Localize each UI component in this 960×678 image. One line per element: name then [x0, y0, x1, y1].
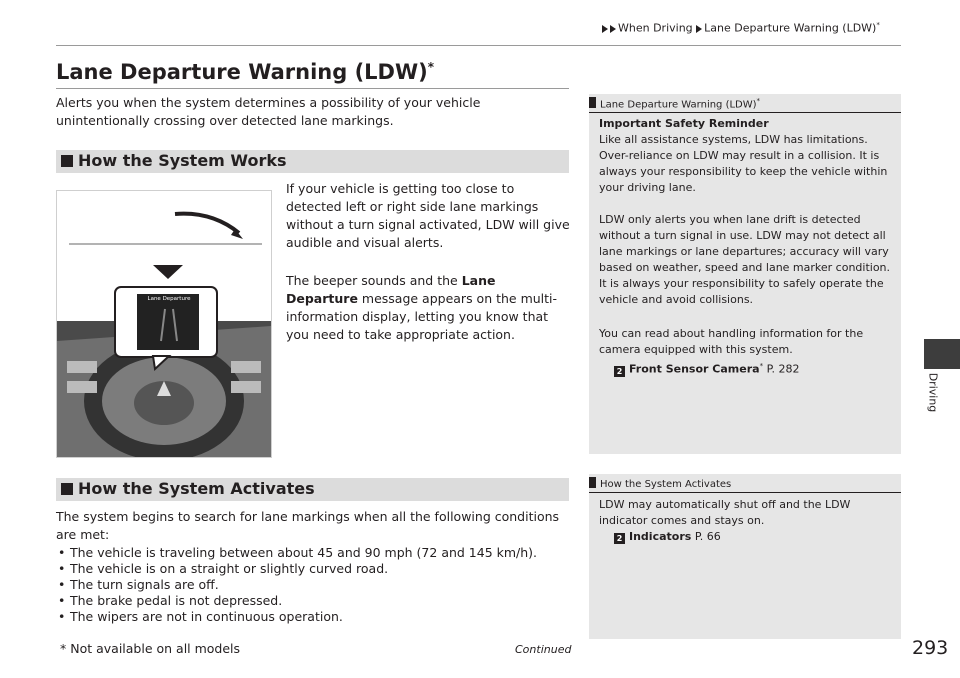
- indicators-link[interactable]: 2 Indicators P. 66: [614, 529, 721, 545]
- side-tab-label: Driving: [926, 372, 940, 413]
- breadcrumb: [602, 21, 880, 35]
- list-item: • The wipers are not in continuous operation.: [56, 609, 571, 625]
- page-number: 293: [912, 637, 949, 659]
- asterisk-mark: *: [876, 21, 880, 29]
- list-item: • The turn signals are off.: [56, 577, 571, 593]
- asterisk-mark: *: [756, 97, 761, 105]
- asterisk-mark: *: [759, 362, 764, 370]
- list-item: • The vehicle is traveling between about 45 and 90 mph (72 and 145 km/h).: [56, 545, 571, 561]
- safety-reminder-title: Important Safety Reminder: [599, 117, 769, 130]
- header-rule: [56, 45, 901, 46]
- breadcrumb-triangle-icon: [696, 25, 702, 33]
- list-item: • The brake pedal is not depressed.: [56, 593, 571, 609]
- breadcrumb-triangle-icon: [610, 25, 616, 33]
- section-square-icon: [61, 155, 73, 167]
- dashboard-illustration: [56, 190, 272, 458]
- sidebar2-text: LDW may automatically shut off and the LDW indicator comes and stays on.: [599, 498, 851, 527]
- works-para2: The beeper sounds and the Lane Departure message appears on the multi-information display, letting you know that you need to take appropriate action.: [286, 273, 558, 342]
- intro-text: Alerts you when the system determines a possibility of your vehicle unintentionally crossing over detected lane markings.: [56, 95, 481, 128]
- works-para1: If your vehicle is getting too close to detected left or right side lane markings without a turn signal activated, LDW will give audible and visual alerts.: [286, 181, 570, 250]
- sidebar-para2: LDW only alerts you when lane drift is detected without a turn signal in use. LDW may not detect all lane markings or lane departures; accuracy will vary based on weather, speed and lane marker condition. It is always your responsibility to safely operate the vehicle and avoid collisions.: [599, 213, 891, 306]
- conditions-list: [56, 545, 571, 625]
- section-heading-how-system-works: How the System Works: [56, 150, 569, 173]
- continued-label: Continued: [515, 643, 572, 656]
- asterisk-mark: *: [427, 60, 435, 74]
- sidebar2-heading: How the System Activates: [589, 477, 731, 490]
- display-message: Lane Departure: [147, 296, 191, 302]
- multi-info-display: [137, 294, 199, 350]
- safety-reminder-text: Like all assistance systems, LDW has limitations. Over-reliance on LDW may result in a collision. It is always your responsibility to keep the vehicle within your driving lane.: [599, 133, 888, 194]
- ldw-dashboard-image: [57, 191, 271, 457]
- front-sensor-camera-link[interactable]: 2 Front Sensor Camera* P. 282: [614, 358, 799, 378]
- note-icon: [589, 97, 596, 108]
- breadcrumb-item-ldw[interactable]: Lane Departure Warning (LDW): [704, 21, 877, 35]
- sidebar2-rule: [589, 492, 901, 493]
- footnote: * Not available on all models: [60, 641, 241, 656]
- sidebar-para3: You can read about handling information for the camera equipped with this system.: [599, 327, 864, 356]
- list-item: • The vehicle is on a straight or slightly curved road.: [56, 561, 571, 577]
- reference-arrow-icon: 2: [614, 533, 625, 544]
- page-title: Lane Departure Warning (LDW)*: [56, 60, 435, 84]
- activates-intro: The system begins to search for lane markings when all the following conditions are met:: [56, 509, 560, 542]
- sidebar-rule: [589, 112, 901, 113]
- section-square-icon: [61, 483, 73, 495]
- note-icon: [589, 477, 596, 488]
- section-heading-how-system-activates: How the System Activates: [56, 478, 569, 501]
- reference-arrow-icon: 2: [614, 366, 625, 377]
- breadcrumb-triangle-icon: [602, 25, 608, 33]
- breadcrumb-item-when-driving[interactable]: When Driving: [618, 21, 693, 35]
- sidebar-heading: Lane Departure Warning (LDW)*: [589, 97, 760, 110]
- title-rule: [56, 88, 569, 89]
